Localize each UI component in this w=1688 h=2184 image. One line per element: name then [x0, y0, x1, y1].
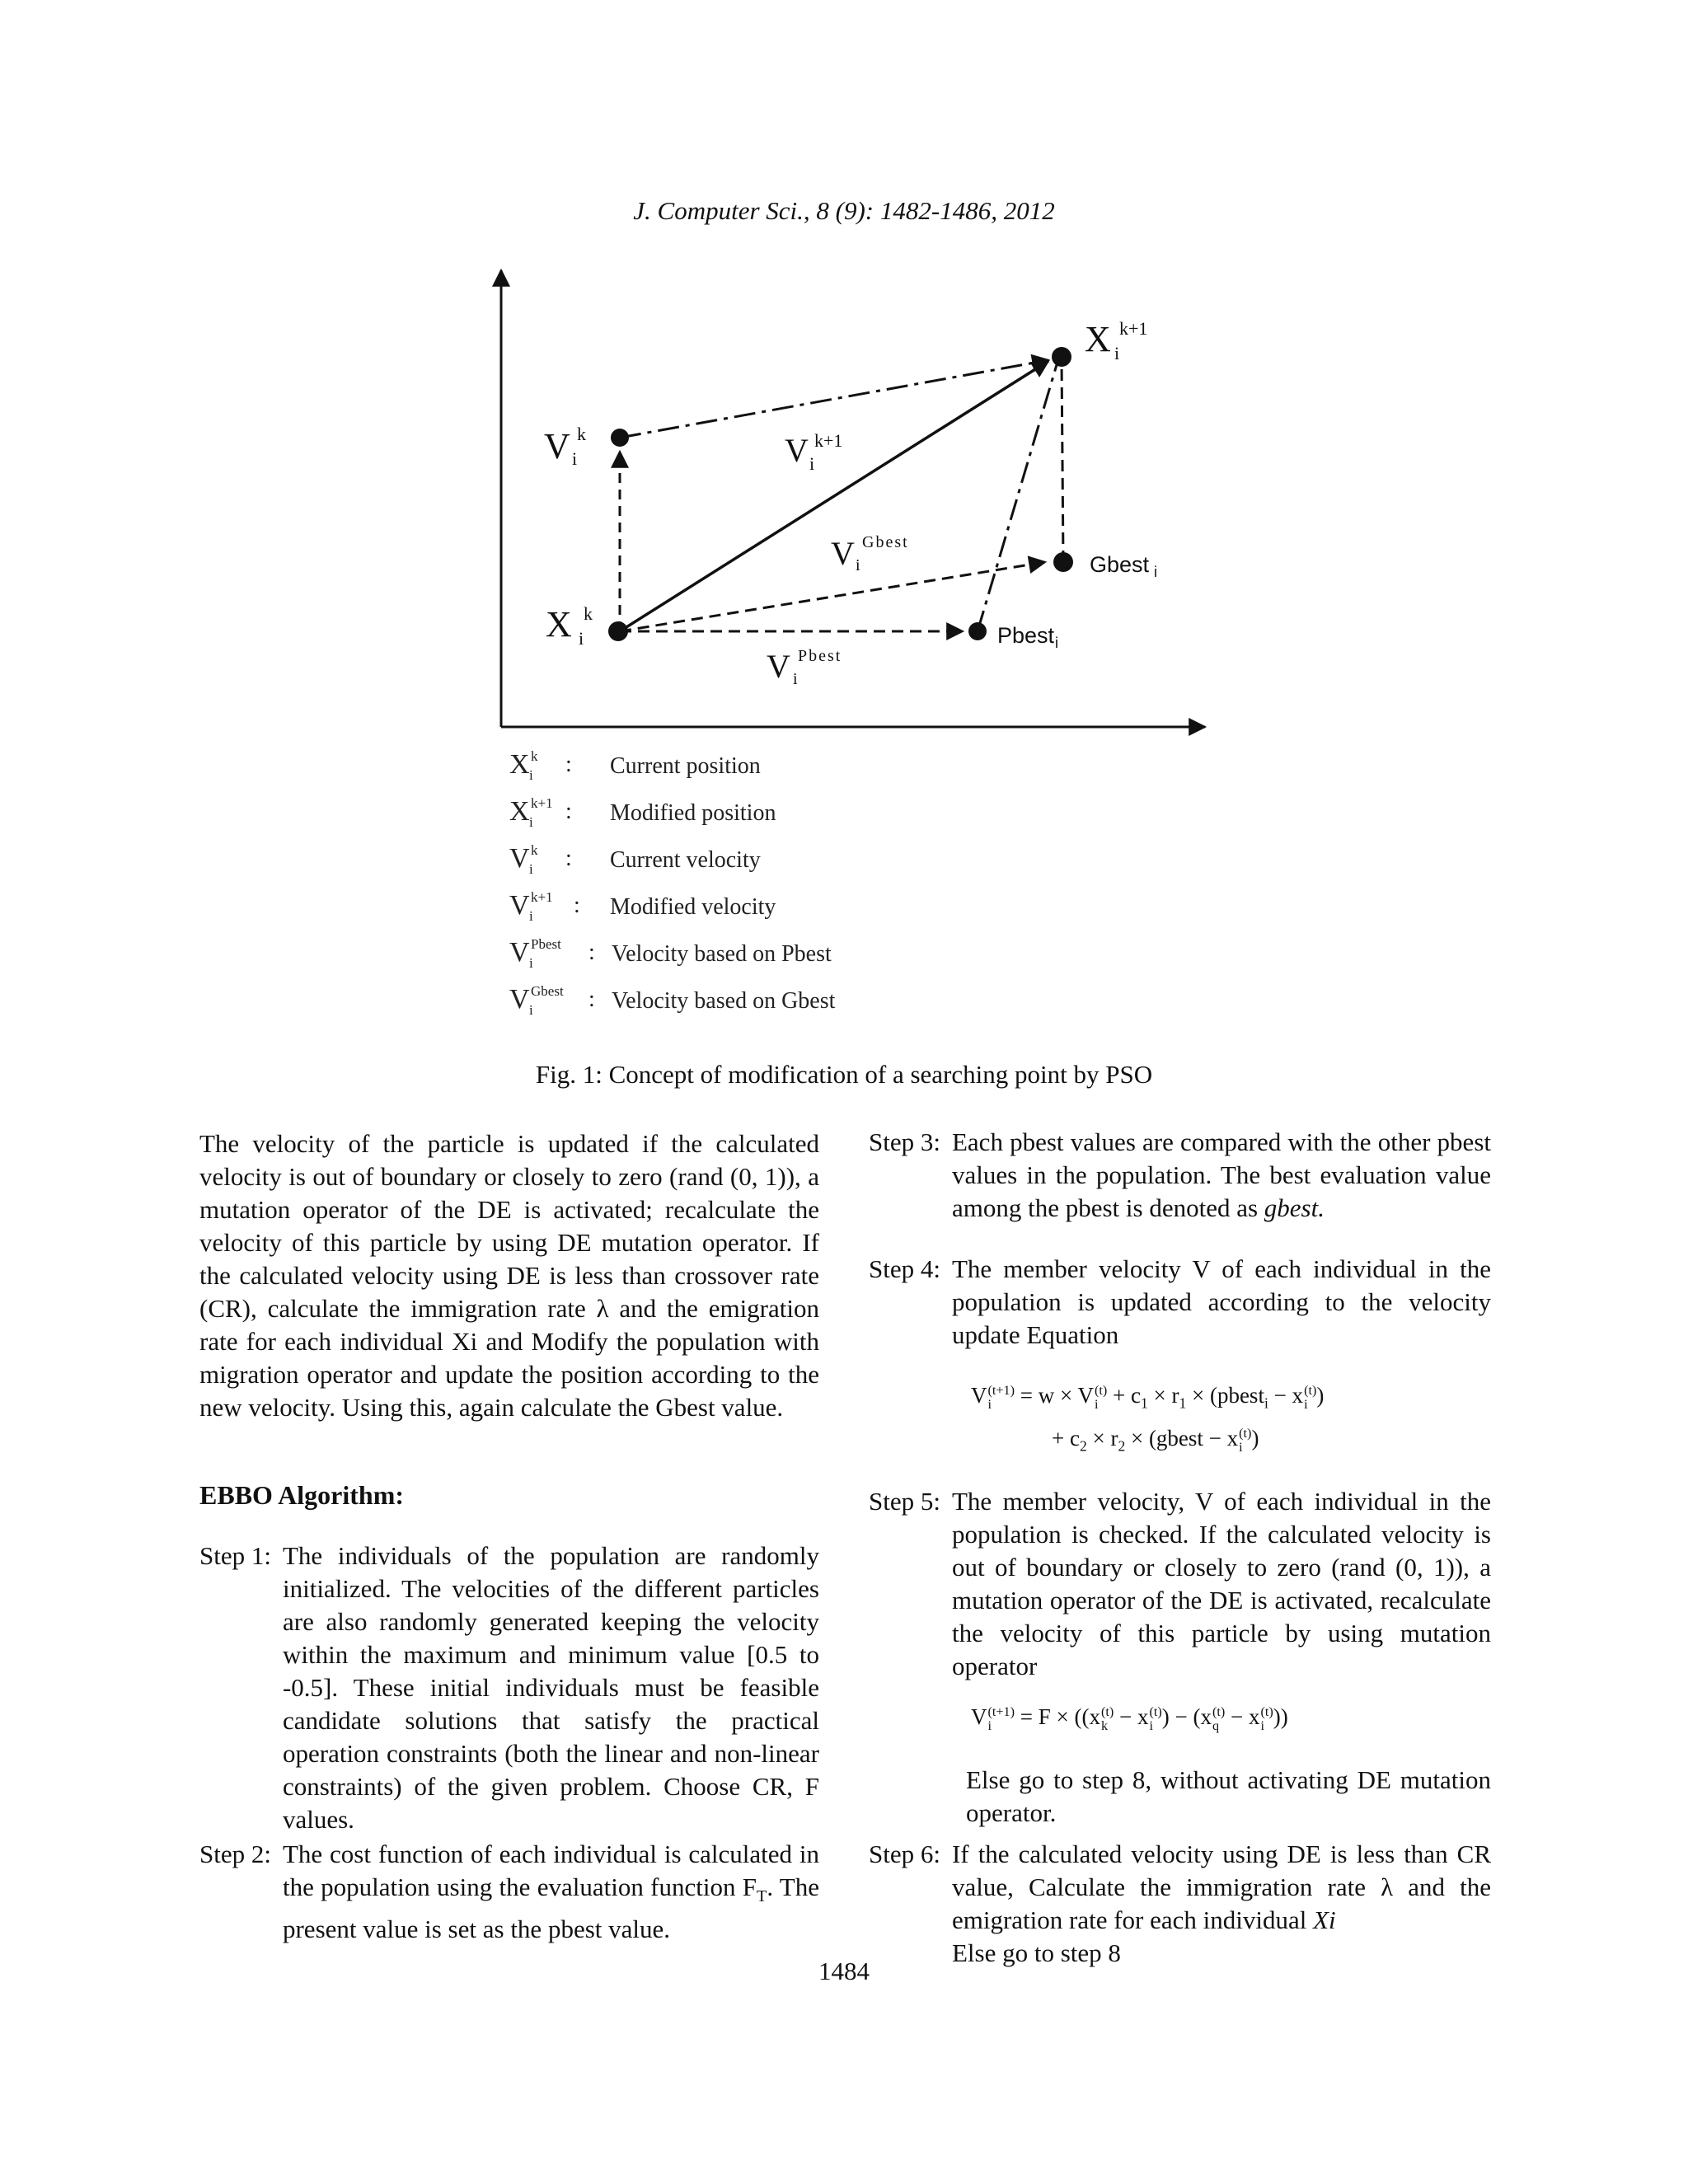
point-xk1: [1052, 347, 1071, 367]
svg-text:X: X: [509, 796, 530, 827]
label-vk1: V k+1 i: [785, 430, 843, 474]
point-vk: [611, 429, 629, 447]
step-5: [869, 1485, 1491, 1683]
svg-text:V: V: [509, 984, 530, 1015]
svg-text:i: i: [529, 814, 533, 830]
svg-text:V: V: [509, 890, 530, 921]
step-label: Step 2:: [199, 1840, 271, 1868]
figure-caption: Fig. 1: Concept of modification of a searching point by PSO: [535, 1060, 1153, 1089]
vector-pbest-to-xk1: [978, 359, 1058, 631]
step-label: Step 6:: [869, 1840, 940, 1868]
svg-text:Current velocity: Current velocity: [610, 847, 761, 873]
vector-vk-to-xk1: [620, 360, 1048, 438]
svg-text:i: i: [529, 908, 533, 924]
svg-text:Velocity based on Gbest: Velocity based on Gbest: [612, 988, 836, 1014]
point-gbest: [1053, 552, 1073, 572]
svg-text:k+1: k+1: [531, 889, 553, 905]
mutation-equation: V (t+1) i = F × ((x (t) k − x (t) i ) − (x (t) q − x (t) i )): [971, 1704, 1288, 1733]
svg-text:X: X: [509, 749, 530, 780]
svg-text:Velocity based on Pbest: Velocity based on Pbest: [612, 941, 832, 967]
svg-text::: :: [565, 846, 572, 871]
step-label: Step 5:: [869, 1487, 940, 1516]
step-5-else: Else go to step 8, without activating DE mutation operator.: [966, 1765, 1491, 1827]
legend: [509, 748, 836, 1018]
step-text: The cost function of each individual is calculated in the population using the evaluation function $F_T$. The present value is set as the pbest value.: [282, 1840, 820, 1944]
step-4: [869, 1253, 1491, 1352]
point-xk: [608, 621, 628, 641]
legend-row: [509, 983, 836, 1018]
svg-text:i: i: [529, 955, 533, 971]
svg-text:k: k: [531, 842, 538, 858]
svg-text:i: i: [529, 767, 533, 783]
vector-vk1: [620, 361, 1048, 631]
point-pbest: [968, 622, 987, 640]
step-text: If the calculated velocity using DE is less than CR value, Calculate the immigration rate λ and the emigration rate for each individual Xi Else go to step 8: [951, 1840, 1491, 1967]
pso-figure: [462, 247, 1236, 1038]
step-2: [199, 1838, 819, 1946]
label-xk1: X k+1 i: [1085, 318, 1148, 363]
step-text: The member velocity V of each individual in the population is updated according to the velocity update Equation: [951, 1254, 1491, 1349]
svg-text:k+1: k+1: [531, 795, 553, 811]
svg-text:k: k: [531, 748, 538, 764]
legend-row: [509, 748, 761, 783]
svg-text:V: V: [509, 843, 530, 874]
page-number: 1484: [818, 1957, 870, 1985]
legend-row: [509, 842, 761, 877]
section-heading: EBBO Algorithm:: [199, 1480, 405, 1510]
svg-text:i: i: [529, 861, 533, 877]
velocity-update-equation-line2: + $c_2 \times r_2$ × (gbest − x (t) i ): [1052, 1425, 1259, 1455]
step-label: Step 3:: [869, 1127, 940, 1156]
label-vpbest: V Pbest i: [767, 647, 842, 688]
vector-gbest-to-xk1: [1062, 359, 1063, 562]
step-text: The individuals of the population are randomly initialized. The velocities of the different particles are also randomly generated keeping the velocity within the maximum and minimum value [0.5 to -0.5]. These initial individuals must be feasible candidate solutions that satisfy the practical operation constraints (both the linear and non-linear constraints) of the given problem. Choose CR, F values.: [282, 1541, 819, 1834]
svg-text::: :: [565, 752, 572, 777]
svg-text:Gbest: Gbest: [531, 983, 564, 999]
step-1: [199, 1540, 819, 1836]
svg-text:i: i: [529, 1002, 533, 1018]
svg-text:Modified position: Modified position: [610, 800, 776, 826]
svg-text:Current position: Current position: [610, 753, 761, 779]
step-label: Step 4:: [869, 1254, 940, 1283]
step-text: Each pbest values are compared with the other pbest values in the population. The best evaluation value among the pbest is denoted as gbest.: [951, 1127, 1491, 1222]
velocity-update-equation-line1: V (t+1) i = w × V (t) i + $c_1 \times r_1$ × (pbest$_i$ − x (t) i ): [971, 1382, 1325, 1412]
left-paragraph: The velocity of the particle is updated if the calculated velocity is out of boundary or closely to zero (rand (0, 1)), a mutation operator of the DE is activated; recalculate the velocity of this particle by using DE mutation operator. If the calculated velocity using DE is less than crossover rate (CR), calculate the immigration rate λ and the emigration rate for each individual Xi and Modify the population with migration operator and update the position according to the new velocity. Using this, again calculate the Gbest value.: [199, 1129, 819, 1422]
legend-row: [509, 795, 776, 830]
legend-row: [509, 889, 776, 924]
label-pbest: Pbest i: [997, 623, 1058, 651]
label-vk: V k i: [544, 424, 586, 469]
label-vgbest: V Gbest i: [831, 533, 909, 574]
label-xk: X k i: [546, 603, 593, 649]
step-text: The member velocity, V of each individual in the population is checked. If the calculated velocity is out of boundary or closely to zero (rand (0, 1)), a mutation operator of the DE is activated, recalculate the velocity of this particle by using mutation operator: [951, 1487, 1491, 1680]
step-label: Step 1:: [199, 1541, 271, 1570]
label-gbest: Gbest i: [1090, 552, 1157, 580]
svg-text::: :: [588, 987, 595, 1012]
step-6: [869, 1838, 1491, 1970]
svg-text::: :: [588, 940, 595, 965]
step-3: [869, 1126, 1491, 1225]
legend-row: [509, 936, 832, 971]
svg-text:Modified velocity: Modified velocity: [610, 894, 776, 920]
svg-text:V: V: [509, 937, 530, 968]
svg-text:Pbest: Pbest: [531, 936, 561, 952]
svg-text::: :: [565, 799, 572, 824]
svg-text::: :: [574, 893, 580, 918]
journal-header: J. Computer Sci., 8 (9): 1482-1486, 2012: [633, 196, 1055, 225]
